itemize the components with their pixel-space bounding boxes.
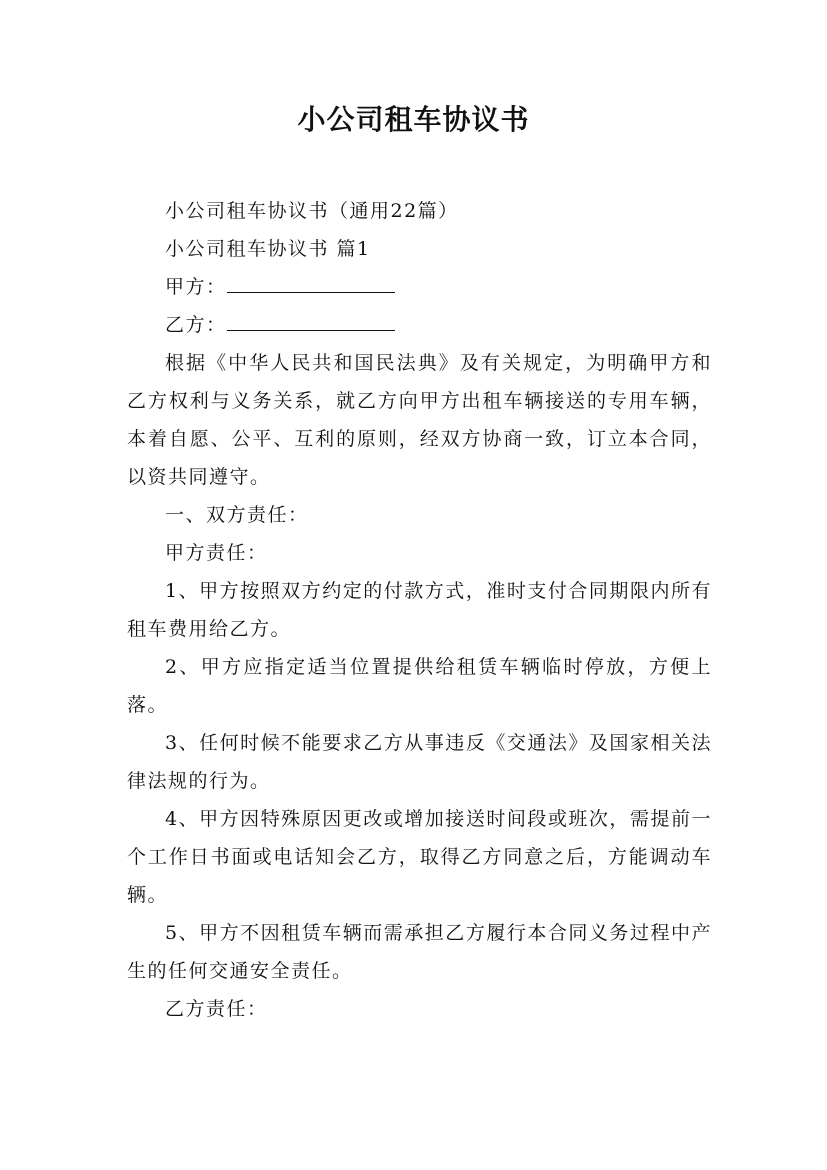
document-title: 小公司租车协议书 <box>297 103 530 136</box>
party-a-label: 甲方： <box>165 276 227 298</box>
document-body <box>127 192 712 1028</box>
paragraph-section-heading: 一、双方责任： <box>165 504 309 526</box>
paragraph-party-a-duties-heading: 甲方责任： <box>165 542 268 564</box>
party-b-line <box>127 306 712 344</box>
paragraph-clause-1: 1、甲方按照双方约定的付款方式，准时支付合同期限内所有租车费用给乙方。 <box>127 580 712 640</box>
paragraph-clause-2: 2、甲方应指定适当位置提供给租赁车辆临时停放，方便上落。 <box>127 656 712 716</box>
paragraph-party-b-duties-heading: 乙方责任： <box>165 998 268 1020</box>
party-b-label: 乙方： <box>165 314 227 336</box>
party-b-blank <box>227 308 395 331</box>
paragraph-chapter-heading: 小公司租车协议书 篇1 <box>165 238 371 260</box>
paragraph-preamble: 根据《中华人民共和国民法典》及有关规定，为明确甲方和乙方权利与义务关系，就乙方向甲方出租车辆接送的专用车辆，本着自愿、公平、互利的原则，经双方协商一致，订立本合同，以资共同遵守。 <box>127 352 712 488</box>
party-a-line <box>127 268 712 306</box>
party-a-blank <box>227 270 395 293</box>
paragraph-subtitle: 小公司租车协议书（通用22篇） <box>165 200 459 222</box>
paragraph-clause-5: 5、甲方不因租赁车辆而需承担乙方履行本合同义务过程中产生的任何交通安全责任。 <box>127 922 712 982</box>
paragraph-clause-4: 4、甲方因特殊原因更改或增加接送时间段或班次，需提前一个工作日书面或电话知会乙方，取得乙方同意之后，方能调动车辆。 <box>127 808 712 906</box>
paragraph-clause-3: 3、任何时候不能要求乙方从事违反《交通法》及国家相关法律法规的行为。 <box>127 732 712 792</box>
